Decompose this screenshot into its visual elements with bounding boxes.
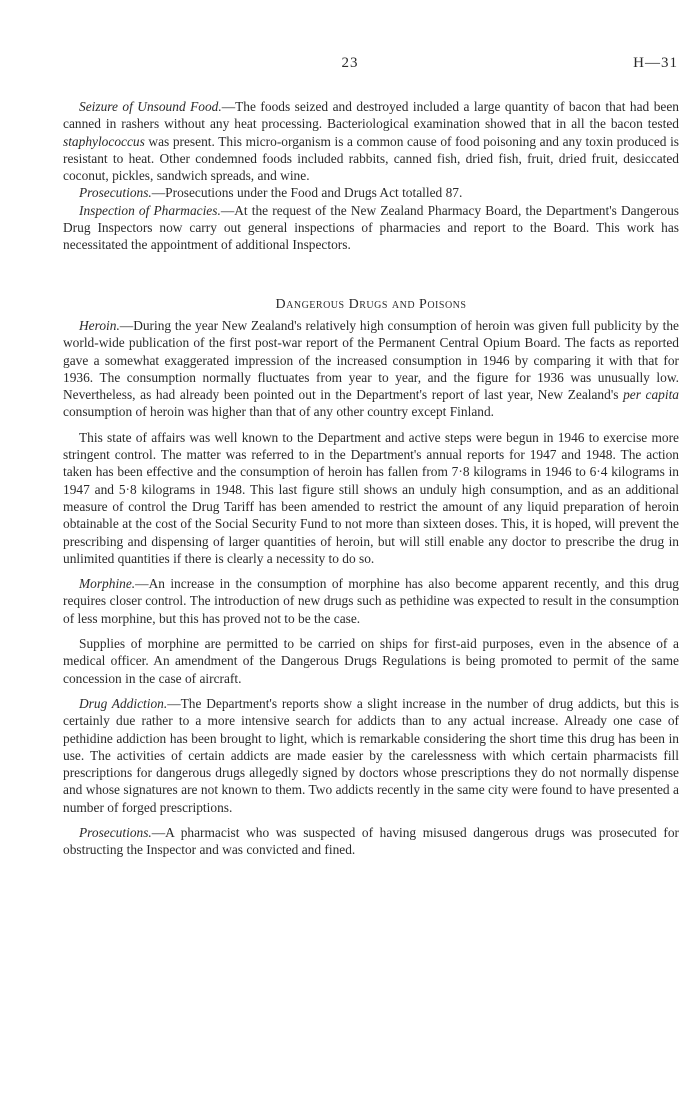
paragraph-text: —An increase in the consumption of morphine has also become apparent recently, and this drug requires closer control. The introduction of new drugs such as pethidine was expected to result in the consumption of less morphine, but this has proved not to be the case. bbox=[63, 576, 679, 626]
paragraph-food-prosecutions bbox=[63, 184, 679, 201]
paragraph-heading: Drug Addiction. bbox=[79, 695, 168, 711]
paragraph-text: —During the year New Zealand's relatively high consumption of heroin was given full publicity by the world-wide publication of the first post-war report of the Permanent Central Opium Board. The facts as reported gave a somewhat exaggerated impression of the increased consumption in 1946 by comparing it with that for 1936. The consumption normally fluctuates from year to year, and the figure for 1936 was unusually low. Nevertheless, as had already been pointed out in the Department's report of last year, New Zealand's bbox=[63, 317, 679, 403]
paragraph-heading: Morphine. bbox=[79, 576, 136, 592]
paragraph-drug-addiction bbox=[63, 695, 679, 816]
section-heading-dangerous-drugs: Dangerous Drugs and Poisons bbox=[275, 296, 467, 312]
paragraph-heading: Heroin. bbox=[79, 317, 120, 333]
paragraph-heading: Inspection of Pharmacies. bbox=[79, 202, 221, 218]
paragraph-heroin bbox=[63, 317, 679, 421]
paragraph-heading: Seizure of Unsound Food. bbox=[79, 99, 222, 114]
page-number: 23 bbox=[341, 55, 359, 71]
paragraph-text: was present. This micro-organism is a common cause of food poisoning and any toxin produced is resistant to heat. Other condemned foods included rabbits, canned fish, dried fish, fruit, dried fruit, desiccated coconut, pickles, sandwich spreads, and wine. bbox=[63, 133, 679, 184]
paragraph-heading: Prosecutions. bbox=[79, 185, 152, 201]
paragraph-drug-prosecutions bbox=[63, 824, 679, 859]
paragraph-seizure-of-unsound-food bbox=[63, 98, 679, 184]
paragraph-text: —Prosecutions under the Food and Drugs Act totalled 87. bbox=[151, 185, 463, 201]
paragraph-text: —The foods seized and destroyed included a large quantity of bacon that had been canned in rashers without any heat processing. Bacteriological examination showed that in all the bacon tested bbox=[63, 99, 679, 132]
paragraph-morphine-supplies: Supplies of morphine are permitted to be carried on ships for first-aid purposes, even in the absence of a medical officer. An amendment of the Dangerous Drugs Regulations is being promoted to permit of the same concession in the case of aircraft. bbox=[63, 636, 679, 686]
paragraph-text: —The Department's reports show a slight increase in the number of drug addicts, but this is certainly due rather to a more intensive search for addicts than to any actual increase. Already one case of pethidine addiction has been brought to light, which is remarkable considering the short time this drug has been in use. The activities of certain addicts are made easier by the carelessness with which certain pharmacists fill prescriptions for dangerous drugs allegedly signed by doctors whose prescriptions they do not normally dispense and whose signatures are not known to them. Two addicts recently in the same city were found to have presented a number of forged prescriptions. bbox=[63, 695, 680, 815]
paragraph-heroin-control: This state of affairs was well known to the Department and active steps were begun in 1946 to exercise more stringent control. The matter was referred to in the Department's annual reports for 1947 and 1948. The action taken has been effective and the consumption of heroin has fallen from 7·8 kilograms in 1946 to 6·4 kilograms in 1947 and 5·8 kilograms in 1948. This last figure still shows an unduly high consumption, and as an additional measure of control the Drug Tariff has been amended to restrict the amount of any liquid preparation of heroin obtainable at the cost of the Social Security Fund to not more than sixteen doses. This, it is hoped, will prevent the prescribing and dispensing of larger quantities of heroin, but will still enable any doctor to prescribe the drug in unlimited quantities if there is clearly a necessity to do so. bbox=[63, 429, 679, 566]
organism-name: staphylococcus bbox=[63, 133, 145, 149]
paragraph-heading: Prosecutions. bbox=[79, 824, 152, 840]
page-body bbox=[63, 98, 679, 859]
document-reference: H—31 bbox=[633, 55, 678, 71]
paragraph-text: consumption of heroin was higher than that of any other country except Finland. bbox=[63, 404, 494, 420]
paragraph-text: —A pharmacist who was suspected of having misused dangerous drugs was prosecuted for obstructing the Inspector and was convicted and fined. bbox=[63, 824, 679, 858]
paragraph-inspection-of-pharmacies bbox=[63, 202, 679, 254]
paragraph-text: —At the request of the New Zealand Pharmacy Board, the Department's Dangerous Drug Inspectors now carry out general inspections of pharmacies and report to the Board. This work has necessitated the appointment of additional Inspectors. bbox=[63, 202, 679, 253]
paragraph-morphine bbox=[63, 575, 679, 627]
per-capita-term: per capita bbox=[623, 387, 680, 403]
